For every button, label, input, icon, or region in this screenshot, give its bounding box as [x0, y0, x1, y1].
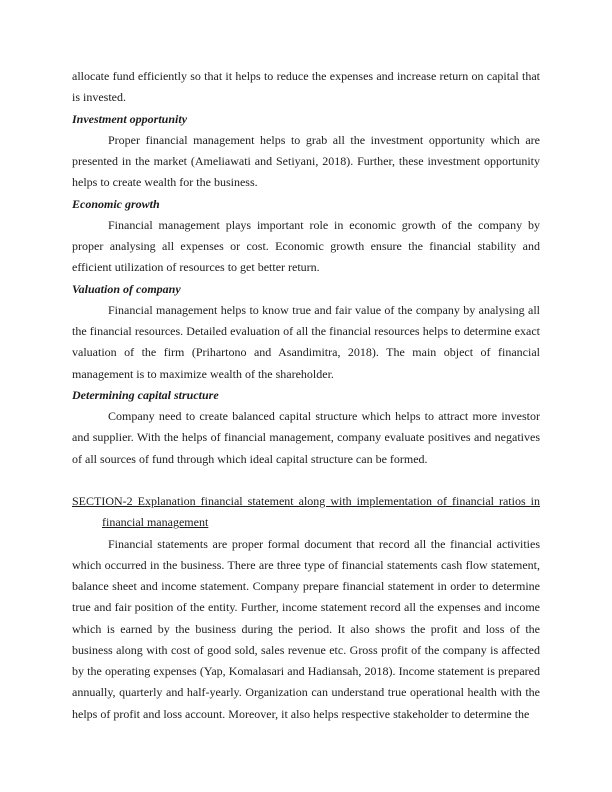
subsection-heading-economic-growth: Economic growth: [72, 196, 160, 211]
body-paragraph-continuation: allocate fund efficiently so that it helps to reduce the expenses and increase return on capital that is invested.: [72, 69, 540, 105]
body-paragraph-investment-opportunity: Proper financial management helps to grab all the investment opportunity which are presented in the market (Ameliawati and Setiyani, 2018). Further, these investment opportunity helps to create wealth for the business.: [72, 132, 540, 190]
body-paragraph-determining-capital-structure: Company need to create balanced capital structure which helps to attract more investor and supplier. With the helps of financial management, company evaluate positives and negatives of all sources of fund through which ideal capital structure can be formed.: [72, 409, 540, 466]
subsection-heading-valuation-of-company: Valuation of company: [72, 281, 181, 296]
page-content: [72, 66, 540, 725]
subsection-heading-investment-opportunity: Investment opportunity: [72, 111, 188, 126]
section-heading-section-2: SECTION-2 Explanation financial statement along with implementation of financial ratios in financial management: [72, 494, 540, 530]
body-paragraph-valuation-of-company: Financial management helps to know true and fair value of the company by analysing all the financial resources. Detailed evaluation of all the financial resources helps to determine exact valuation of the firm (Prihartono and Asandimitra, 2018). The main object of financial management is to maximize wealth of the shareholder.: [72, 302, 540, 381]
subsection-heading-determining-capital-structure: Determining capital structure: [72, 387, 219, 402]
body-paragraph-financial-statements: Financial statements are proper formal document that record all the financial activities which occurred in the business. There are three type of financial statements cash flow statement, balance sheet and income statement. Company prepare financial statement in order to determine true and fair position of the entity. Further, income statement record all the expenses and income which is earned by the business during the period. It also shows the profit and loss of the business along with cost of good sold, sales revenue etc. Gross profit of the company is affected by the operating expenses (Yap, Komalasari and Hadiansah, 2018). Income statement is prepared annually, quarterly and half-yearly. Organization can understand true operational health with the helps of profit and loss account. Moreover, it also helps respective stakeholder to determine the: [72, 536, 540, 721]
body-paragraph-economic-growth: Financial management plays important role in economic growth of the company by proper analysing all expenses or cost. Economic growth ensure the financial stability and efficient utilization of resources to get better return.: [72, 217, 540, 275]
